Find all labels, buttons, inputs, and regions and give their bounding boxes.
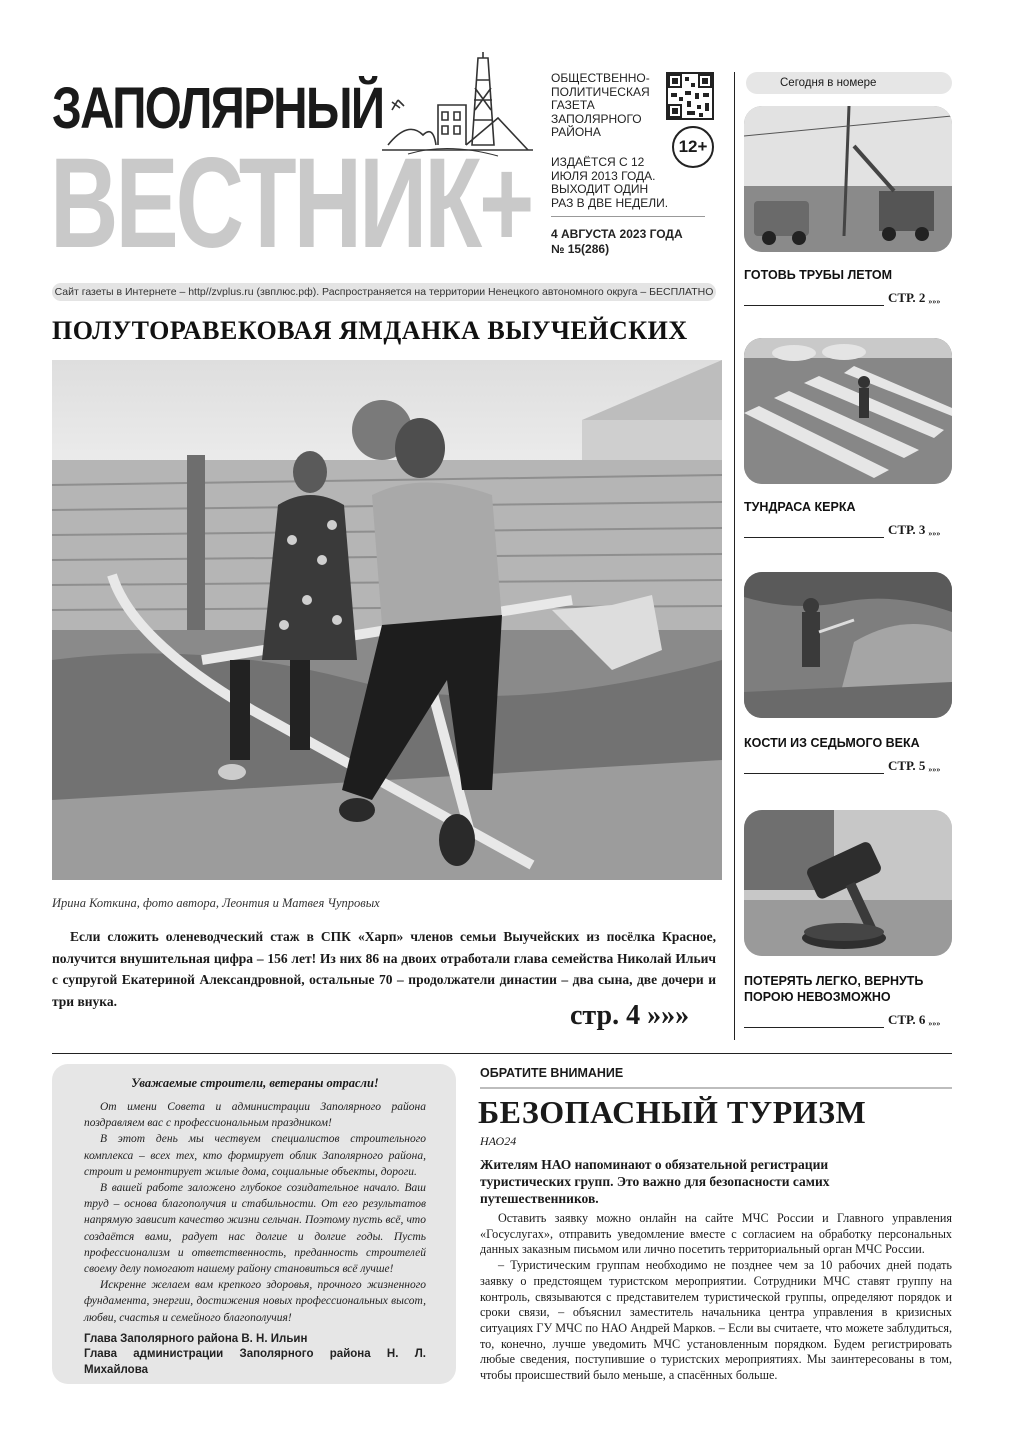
sidebar-item-title[interactable]: ПОТЕРЯТЬ ЛЕГКО, ВЕРНУТЬ ПОРОЮ НЕВОЗМОЖНО bbox=[744, 974, 924, 1004]
sidebar-photo-gavel[interactable] bbox=[744, 810, 952, 956]
photo-caption: Ирина Коткина, фото автора, Леонтия и Матвея Чупровых bbox=[52, 896, 380, 910]
greeting-paragraph: В этот день мы чествуем специалистов строительного комплекса – всех тех, кто формирует облик Заполярного района, строит и ремонтирует жилые дома, социальные объекты, дороги. bbox=[84, 1133, 426, 1178]
article-source: НАО24 bbox=[480, 1134, 517, 1148]
issue-date: 4 АВГУСТА 2023 ГОДА bbox=[551, 227, 683, 241]
rubric-underline bbox=[480, 1087, 952, 1089]
sidebar-item-page[interactable]: СТР. 3 »»» bbox=[744, 522, 954, 538]
sidebar-item-page[interactable]: СТР. 5 »»» bbox=[744, 758, 954, 774]
sidebar-header: Сегодня в номере bbox=[746, 72, 952, 94]
main-headline[interactable]: ПОЛУТОРАВЕКОВАЯ ЯМДАНКА ВЫУЧЕЙСКИХ bbox=[52, 316, 688, 345]
masthead-logo-illustration bbox=[378, 50, 538, 160]
sidebar-photo-bones[interactable] bbox=[744, 572, 952, 718]
sidebar-item-page[interactable]: СТР. 6 »»» bbox=[744, 1012, 954, 1028]
sidebar-photo-pipes[interactable] bbox=[744, 106, 952, 252]
article-paragraph: – Туристическим группам необходимо не позднее чем за 10 рабочих дней подать заявку о предстоящем туристском мероприятии. Сотрудники МЧС ставят группу на контроль, связываются с представителем туристической группы, определяют порядок и сроки связи, – объяснил заместитель начальника центра управления в кризисных ситуациях ГУ МЧС по НАО Андрей Марков. – Если вы считаете, что можете заблудиться, то, конечно, лучше уведомить МЧС установленным порядком. Будем регистрировать любые сведения, поступившие о туристских мероприятиях. Мы заинтересованы в том, чтобы происшествий было меньше, а спасённых больше. bbox=[480, 1258, 952, 1383]
greeting-signature: Глава администрации Заполярного района Н. Л. Михайлова bbox=[84, 1348, 426, 1376]
sidebar-item-title[interactable]: ГОТОВЬ ТРУБЫ ЛЕТОМ bbox=[744, 268, 893, 282]
issue-number: № 15(286) bbox=[551, 242, 610, 256]
masthead-newspaper-type: ОБЩЕСТВЕННО-ПОЛИТИЧЕСКАЯ ГАЗЕТА ЗАПОЛЯРНОГО РАЙОНА bbox=[551, 71, 650, 139]
masthead-publication-info: ИЗДАЁТСЯ С 12 ИЮЛЯ 2013 ГОДА. ВЫХОДИТ ОДИН РАЗ В ДВЕ НЕДЕЛИ. bbox=[551, 155, 669, 210]
sidebar-item-title[interactable]: КОСТИ ИЗ СЕДЬМОГО ВЕКА bbox=[744, 736, 920, 750]
greeting-heading: Уважаемые строители, ветераны отрасли! bbox=[131, 1076, 379, 1090]
greeting-box bbox=[52, 1064, 456, 1384]
sidebar-item-page[interactable]: СТР. 2 »»» bbox=[744, 290, 954, 306]
greeting-paragraph: Искренне желаем вам крепкого здоровья, прочного жизненного фундамента, энергии, достижения новых профессиональных высот, любви, счастья и семейного благополучия! bbox=[84, 1279, 426, 1324]
sidebar-item-title[interactable]: ТУНДРАСА КЕРКА bbox=[744, 500, 856, 514]
age-rating-badge: 12+ bbox=[672, 126, 714, 168]
main-story-lead: Если сложить оленеводческий стаж в СПК «Харп» членов семьи Выучейских из посёлка Красное, получится внушительная цифра – 156 лет! Из них 86 на двоих отработали глава семейства Николай Ильич с супругой Екатериной Александровной, остальные 70 – продолжатели династии – два сына, две дочери и три внука. bbox=[52, 929, 716, 1009]
article-paragraph: Оставить заявку можно онлайн на сайте МЧС России и Главного управления «Госуслугах», отправить уведомление вместе с согласием на обработку персональных данных заказным письмом или лично посетить территориальный орган МЧС России. bbox=[480, 1211, 952, 1257]
section-divider bbox=[52, 1053, 952, 1054]
masthead-title-top: ЗАПОЛЯРНЫЙ bbox=[52, 76, 384, 141]
qr-code-icon[interactable] bbox=[666, 72, 714, 120]
greeting-signature: Глава Заполярного района В. Н. Ильин bbox=[84, 1332, 308, 1345]
sidebar-divider bbox=[734, 72, 735, 1040]
masthead-title-big: ВЕСТНИК+ bbox=[50, 132, 532, 275]
article-rubric: ОБРАТИТЕ ВНИМАНИЕ bbox=[480, 1066, 624, 1080]
article-title[interactable]: БЕЗОПАСНЫЙ ТУРИЗМ bbox=[478, 1094, 867, 1130]
sidebar-photo-kerka[interactable] bbox=[744, 338, 952, 484]
greeting-paragraph: В вашей работе заложено глубокое созидательное начало. Ваш труд – основа благополучия и стабильности. От его результатов напрямую зависит качество жизни сельчан. Поэтому пусть всё, что создаётся вами, радует нас долгие и долгие годы. Пусть профессионализм и ответственность, преданность строителей своему делу помогают нашему району становиться всё лучше! bbox=[84, 1182, 426, 1276]
article-lead: Жителям НАО напоминают о обязательной регистрации туристических групп. Это важно для безопасности самих путешественников. bbox=[480, 1157, 830, 1206]
main-story-page-link[interactable]: стр. 4 »»» bbox=[570, 1000, 690, 1031]
main-photo bbox=[52, 360, 722, 880]
article-body bbox=[480, 1211, 952, 1384]
site-info-bar: Сайт газеты в Интернете – http//zvplus.ru (звплюс.рф). Распространяется на территории Ненецкого автономного округа – БЕСПЛАТНО bbox=[52, 283, 716, 301]
greeting-paragraph: От имени Совета и администрации Заполярного района поздравляем вас с профессиональным праздником! bbox=[84, 1101, 426, 1130]
